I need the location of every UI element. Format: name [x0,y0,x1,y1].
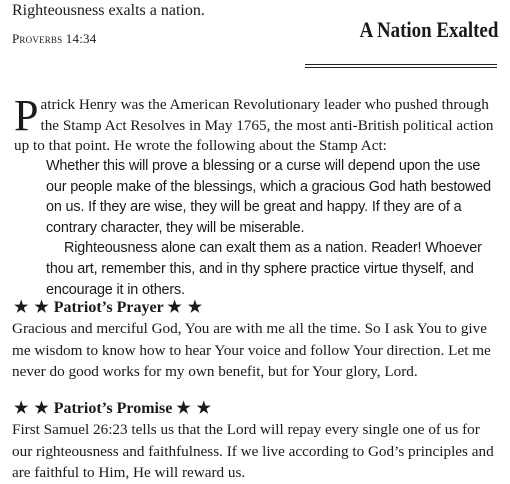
prayer-heading-label: Patriot’s Prayer [53,299,164,316]
intro-text: atrick Henry was the American Revolutionary leader who pushed through the Stamp Act Resolves in May 1765, the most anti-British political action up to that point. He wrote the following about the Stamp Act: [14,96,494,154]
promise-stars-left: ★ ★ [14,400,50,417]
intro-paragraph [14,91,498,157]
prayer-text: Gracious and merciful God, You are with me all the time. So I ask You to give me wisdom to know how to hear Your voice and follow Your direction. Let me never do good works for my own benefit, but for Your glory, Lord. [12,320,491,380]
drop-cap: P [14,91,39,140]
promise-heading [14,398,212,418]
promise-text: First Samuel 26:23 tells us that the Lord will repay every single one of us for our righteousness and faithfulness. If we live according to God’s principles and are faithful to Him, He will reward us. [12,421,494,481]
quote-paragraph-1: Whether this will prove a blessing or a curse will depend upon the use our people make of the blessings, which a gracious God hath bestowed on us. If they are wise, they will be great and happy. If they are of a contrary character, they will be miserable. [46,158,491,236]
quote-paragraph-2: Righteousness alone can exalt them as a nation. Reader! Whoever thou art, remember this, and in thy sphere practice virtue thyself, and encourage it in others. [46,240,482,298]
title-rule-top [305,64,497,65]
page-title: A Nation Exalted [359,17,498,42]
prayer-stars-left: ★ ★ [14,299,50,316]
title-rule-bottom [305,67,497,68]
block-quote [46,156,492,300]
prayer-heading [14,297,203,317]
promise-heading-label: Patriot’s Promise [53,400,173,417]
verse-reference [12,31,96,47]
verse-reference-label: Proverbs 14:34 [12,31,97,46]
promise-stars-right: ★ ★ [176,400,212,417]
prayer-stars-right: ★ ★ [167,299,204,316]
verse-text: Righteousness exalts a nation. [12,2,205,19]
